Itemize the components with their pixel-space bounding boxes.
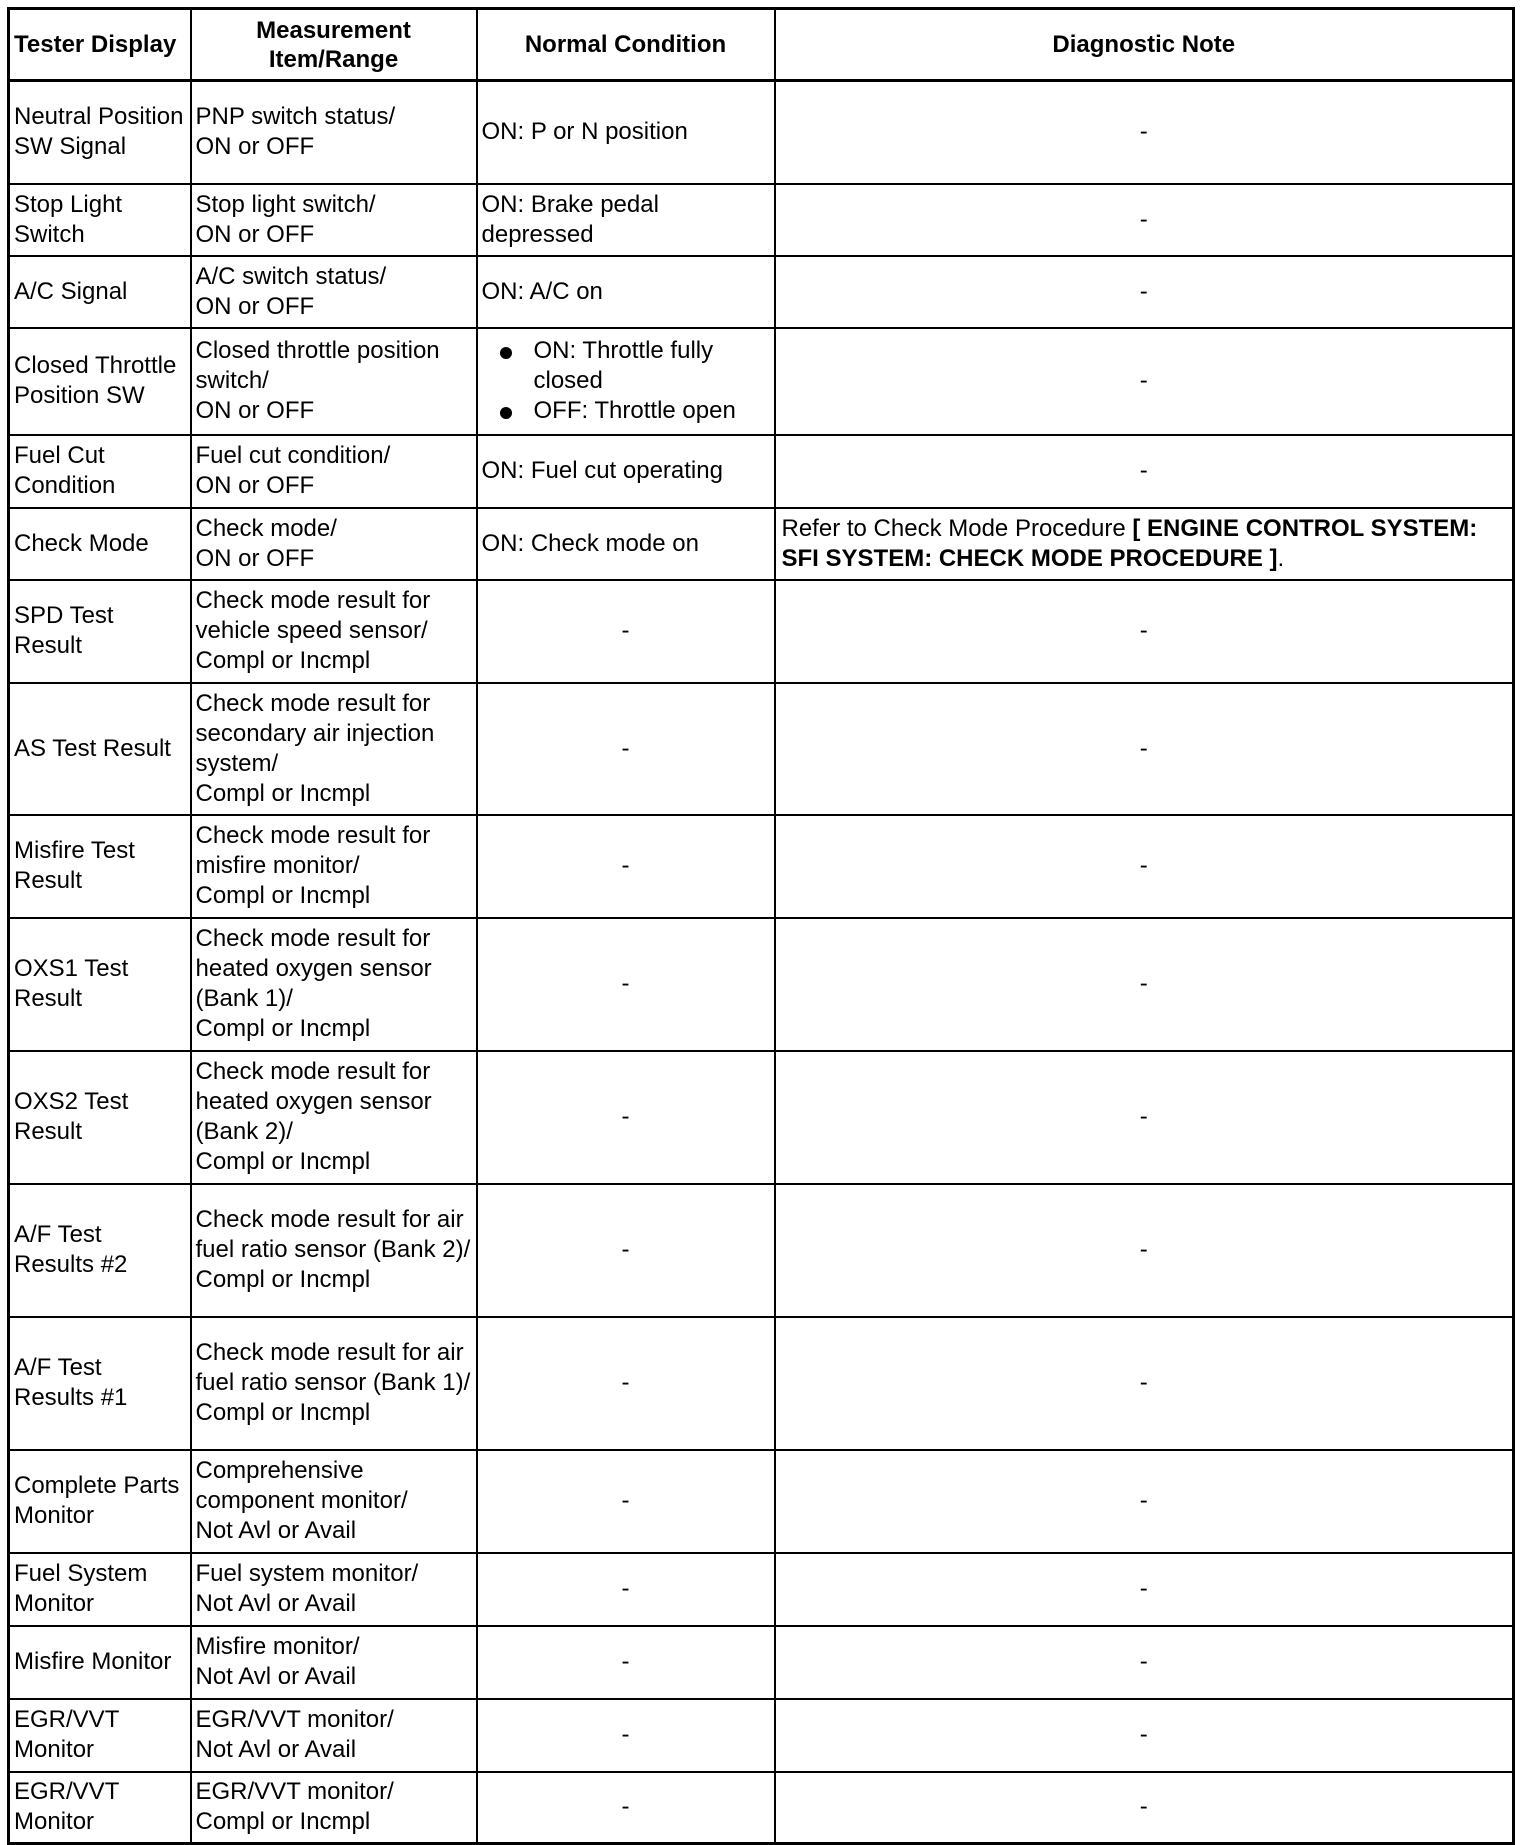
header-normal-condition: Normal Condition <box>477 9 775 81</box>
tester-display-cell: Stop Light Switch <box>9 184 191 256</box>
diagnostic-note-cell: - <box>775 328 1514 435</box>
procedure-reference-link[interactable]: [ ENGINE CONTROL SYSTEM: SFI SYSTEM: CHECK MODE PROCEDURE ] <box>781 514 1478 572</box>
diagnostic-note-cell: - <box>775 81 1514 184</box>
measurement-range: ON or OFF <box>195 397 315 424</box>
diagnostic-note-cell: - <box>775 1450 1514 1553</box>
tester-display-cell: A/C Signal <box>9 256 191 328</box>
note-text: Refer to Check Mode Procedure <box>781 514 1133 542</box>
tester-display-cell: OXS2 Test Result <box>9 1051 191 1184</box>
table-row <box>9 918 1514 1051</box>
table-row <box>9 815 1514 918</box>
measurement-range: Compl or Incmpl <box>195 1808 371 1836</box>
normal-condition-cell: ON: A/C on <box>477 256 775 328</box>
normal-condition-cell: - <box>477 1772 775 1844</box>
normal-condition-cell: - <box>477 1553 775 1626</box>
tester-display-cell: EGR/VVT Monitor <box>9 1699 191 1772</box>
table-row <box>9 1051 1514 1184</box>
measurement-item-cell <box>191 1772 477 1844</box>
normal-condition-cell: - <box>477 815 775 918</box>
measurement-item: PNP switch status/ <box>195 103 396 131</box>
normal-condition-cell: - <box>477 683 775 815</box>
measurement-item-cell <box>191 580 477 683</box>
header-diagnostic-note: Diagnostic Note <box>775 9 1514 81</box>
diagnostic-note-cell: - <box>775 1772 1514 1844</box>
table-row <box>9 580 1514 683</box>
tester-display-cell: Misfire Test Result <box>9 815 191 918</box>
measurement-range: ON or OFF <box>195 133 315 161</box>
diagnostic-note-cell: - <box>775 815 1514 918</box>
measurement-range: Compl or Incmpl <box>195 882 371 909</box>
tester-display-cell: Neutral Position SW Signal <box>9 81 191 184</box>
measurement-item: Stop light switch/ <box>195 190 376 218</box>
normal-condition-cell: ON: Check mode on <box>477 508 775 580</box>
measurement-item: EGR/VVT monitor/ <box>195 1706 394 1733</box>
measurement-item-cell <box>191 1450 477 1553</box>
diagnostic-note-cell: - <box>775 1553 1514 1626</box>
tester-display-cell: Fuel System Monitor <box>9 1553 191 1626</box>
table-row <box>9 683 1514 815</box>
table-row <box>9 1317 1514 1450</box>
diagnostic-note-cell: - <box>775 435 1514 508</box>
diagnostic-note-cell: - <box>775 256 1514 328</box>
measurement-range: Compl or Incmpl <box>195 647 371 674</box>
tester-display-cell: Check Mode <box>9 508 191 580</box>
measurement-range: Not Avl or Avail <box>195 1663 357 1690</box>
normal-condition-cell: - <box>477 1317 775 1450</box>
normal-condition-cell: - <box>477 918 775 1051</box>
measurement-item: Closed throttle position switch/ <box>195 337 440 394</box>
measurement-item-cell <box>191 81 477 184</box>
diagnostic-note-cell: - <box>775 1317 1514 1450</box>
normal-condition-cell: ON: Fuel cut operating <box>477 435 775 508</box>
list-item: ON: Throttle fully closed <box>500 336 770 396</box>
table-row <box>9 81 1514 184</box>
header-tester-display: Tester Display <box>9 9 191 81</box>
diagnostic-note-cell <box>775 508 1514 580</box>
measurement-item-cell <box>191 683 477 815</box>
measurement-item: Check mode result for vehicle speed sensor/ <box>195 587 431 644</box>
tester-display-cell: Complete Parts Monitor <box>9 1450 191 1553</box>
table-row <box>9 1553 1514 1626</box>
table-row <box>9 256 1514 328</box>
measurement-item-cell <box>191 256 477 328</box>
measurement-item: Check mode result for heated oxygen sensor (Bank 1)/ <box>195 925 432 1012</box>
table-row <box>9 1699 1514 1772</box>
measurement-item: Check mode result for heated oxygen sensor (Bank 2)/ <box>195 1058 432 1145</box>
table-row <box>9 184 1514 256</box>
diagnostic-note-cell: - <box>775 1626 1514 1699</box>
measurement-item-cell <box>191 1553 477 1626</box>
normal-condition-cell: - <box>477 1626 775 1699</box>
tester-display-cell: Closed Throttle Position SW <box>9 328 191 435</box>
measurement-item: Check mode result for air fuel ratio sensor (Bank 1)/ <box>195 1339 471 1396</box>
normal-condition-cell: ON: P or N position <box>477 81 775 184</box>
measurement-item-cell <box>191 1184 477 1317</box>
table-row <box>9 435 1514 508</box>
measurement-item: Check mode/ <box>195 514 337 542</box>
measurement-item-cell <box>191 1051 477 1184</box>
measurement-item: Check mode result for misfire monitor/ <box>195 822 431 879</box>
tester-display-cell: Fuel Cut Condition <box>9 435 191 508</box>
measurement-item: Misfire monitor/ <box>195 1633 360 1660</box>
normal-condition-cell: ON: Brake pedal depressed <box>477 184 775 256</box>
diagnostic-note-cell: - <box>775 184 1514 256</box>
measurement-item: Fuel cut condition/ <box>195 442 391 469</box>
measurement-item-cell <box>191 435 477 508</box>
header-measurement-item: Measurement Item/Range <box>191 9 477 81</box>
measurement-range: Compl or Incmpl <box>195 1148 371 1175</box>
measurement-range: Compl or Incmpl <box>195 1399 371 1426</box>
measurement-range: Not Avl or Avail <box>195 1517 357 1544</box>
diagnostic-note-cell: - <box>775 1051 1514 1184</box>
tester-display-cell: AS Test Result <box>9 683 191 815</box>
measurement-item-cell <box>191 1317 477 1450</box>
note-suffix: . <box>1277 544 1285 572</box>
normal-condition-cell: - <box>477 1184 775 1317</box>
tester-display-cell: EGR/VVT Monitor <box>9 1772 191 1844</box>
measurement-range: Not Avl or Avail <box>195 1590 357 1617</box>
normal-condition-list <box>482 336 770 426</box>
measurement-item: Check mode result for air fuel ratio sensor (Bank 2)/ <box>195 1206 471 1263</box>
measurement-range: ON or OFF <box>195 472 315 499</box>
table-row <box>9 1626 1514 1699</box>
measurement-item-cell <box>191 1699 477 1772</box>
table-row <box>9 1184 1514 1317</box>
measurement-item: Fuel system monitor/ <box>195 1560 419 1587</box>
normal-condition-cell: - <box>477 1699 775 1772</box>
measurement-range: Compl or Incmpl <box>195 1266 371 1293</box>
measurement-item-cell <box>191 918 477 1051</box>
tester-display-cell: A/F Test Results #1 <box>9 1317 191 1450</box>
normal-condition-cell: - <box>477 580 775 683</box>
measurement-item-cell <box>191 815 477 918</box>
tester-display-cell: Misfire Monitor <box>9 1626 191 1699</box>
measurement-range: Compl or Incmpl <box>195 779 371 807</box>
table-row <box>9 1450 1514 1553</box>
measurement-item-cell <box>191 1626 477 1699</box>
diagnostic-note-cell: - <box>775 683 1514 815</box>
tester-display-cell: SPD Test Result <box>9 580 191 683</box>
tester-display-cell: OXS1 Test Result <box>9 918 191 1051</box>
table-row <box>9 328 1514 435</box>
measurement-item-cell <box>191 508 477 580</box>
measurement-range: Not Avl or Avail <box>195 1736 357 1763</box>
measurement-item: EGR/VVT monitor/ <box>195 1778 394 1806</box>
diagnostic-note-cell: - <box>775 918 1514 1051</box>
measurement-range: ON or OFF <box>195 544 315 572</box>
measurement-item: A/C switch status/ <box>195 262 387 290</box>
list-item: OFF: Throttle open <box>500 396 770 426</box>
measurement-item-cell <box>191 184 477 256</box>
normal-condition-cell <box>477 328 775 435</box>
measurement-range: Compl or Incmpl <box>195 1015 371 1042</box>
normal-condition-cell: - <box>477 1051 775 1184</box>
tester-data-table <box>7 7 1515 1845</box>
measurement-range: ON or OFF <box>195 292 315 320</box>
tester-display-cell: A/F Test Results #2 <box>9 1184 191 1317</box>
measurement-item: Comprehensive component monitor/ <box>195 1457 408 1514</box>
measurement-range: ON or OFF <box>195 220 315 248</box>
diagnostic-note-cell: - <box>775 580 1514 683</box>
normal-condition-cell: - <box>477 1450 775 1553</box>
header-row <box>9 9 1514 81</box>
table-row <box>9 1772 1514 1844</box>
diagnostic-note-cell: - <box>775 1184 1514 1317</box>
measurement-item-cell <box>191 328 477 435</box>
table-row <box>9 508 1514 580</box>
diagnostic-note-cell: - <box>775 1699 1514 1772</box>
measurement-item: Check mode result for secondary air injection system/ <box>195 689 435 777</box>
